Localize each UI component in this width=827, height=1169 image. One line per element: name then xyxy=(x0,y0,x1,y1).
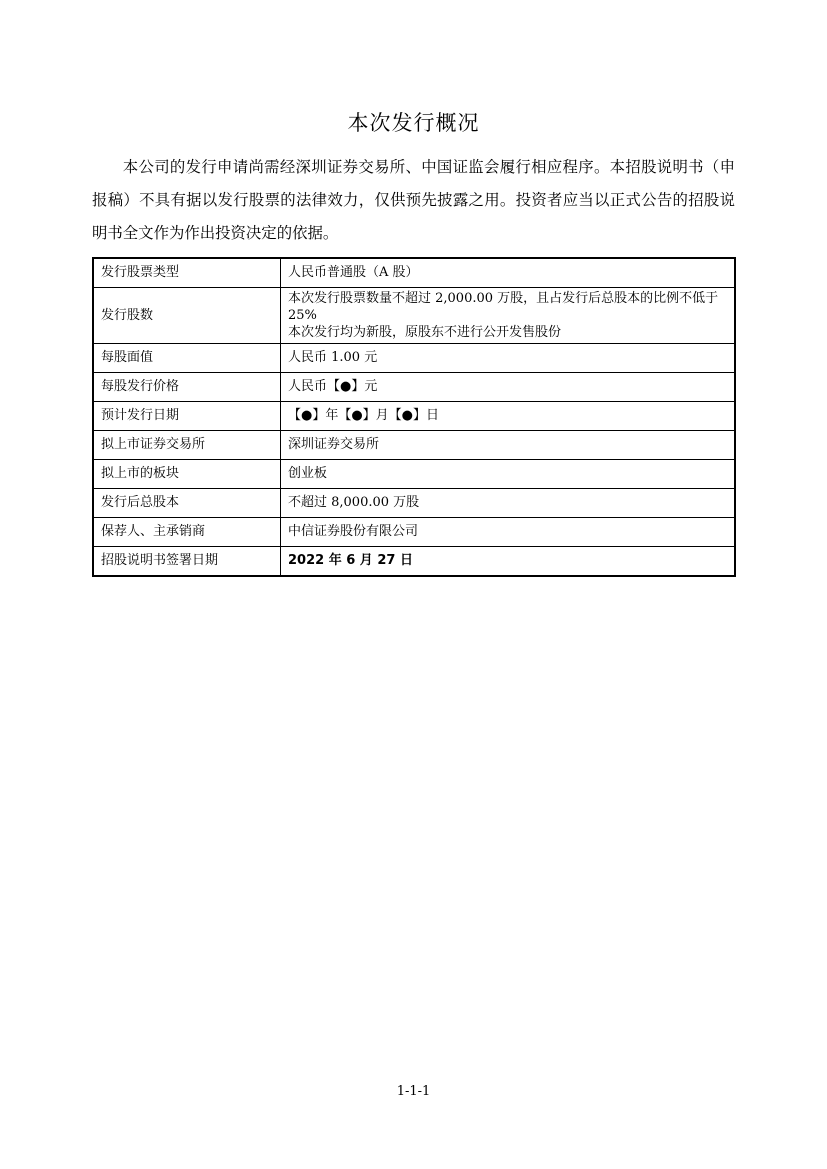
row-label: 发行股数 xyxy=(93,288,281,344)
page-number: 1-1-1 xyxy=(396,1084,431,1099)
row-value: 深圳证券交易所 xyxy=(281,431,736,460)
page-title: 本次发行概况 xyxy=(347,111,480,135)
row-value: 人民币普通股（A 股） xyxy=(281,258,736,288)
shares-issued-line: 本次发行股票数量不超过 2,000.00 万股，且占发行后总股本的比例不低于 25% xyxy=(288,291,719,323)
row-label: 拟上市证券交易所 xyxy=(93,431,281,460)
table-row xyxy=(93,288,735,344)
table-row xyxy=(93,431,735,460)
row-value: 创业板 xyxy=(281,460,736,489)
table-row xyxy=(93,344,735,373)
row-label: 每股发行价格 xyxy=(93,373,281,402)
table-row xyxy=(93,402,735,431)
table-row xyxy=(93,460,735,489)
row-value xyxy=(281,288,736,344)
row-label: 拟上市的板块 xyxy=(93,460,281,489)
table-row xyxy=(93,258,735,288)
row-label: 保荐人、主承销商 xyxy=(93,518,281,547)
row-value xyxy=(281,547,736,577)
signing-date: 2022 年 6 月 27 日 xyxy=(288,553,413,568)
row-value: 【●】年【●】月【●】日 xyxy=(281,402,736,431)
row-label: 发行后总股本 xyxy=(93,489,281,518)
row-label: 每股面值 xyxy=(93,344,281,373)
offering-summary-table xyxy=(92,257,736,577)
intro-paragraph: 本公司的发行申请尚需经深圳证券交易所、中国证监会履行相应程序。本招股说明书（申报稿）不具有据以发行股票的法律效力，仅供预先披露之用。投资者应当以正式公告的招股说明书全文作为作出投资决定的依据。 xyxy=(92,158,735,242)
row-value: 不超过 8,000.00 万股 xyxy=(281,489,736,518)
new-shares-line: 本次发行均为新股，原股东不进行公开发售股份 xyxy=(288,325,562,340)
table-row xyxy=(93,547,735,577)
row-label: 招股说明书签署日期 xyxy=(93,547,281,577)
row-value: 人民币【●】元 xyxy=(281,373,736,402)
table-row xyxy=(93,489,735,518)
table-row xyxy=(93,373,735,402)
row-label: 预计发行日期 xyxy=(93,402,281,431)
row-value: 人民币 1.00 元 xyxy=(281,344,736,373)
row-label: 发行股票类型 xyxy=(93,258,281,288)
table-row xyxy=(93,518,735,547)
row-value: 中信证券股份有限公司 xyxy=(281,518,736,547)
